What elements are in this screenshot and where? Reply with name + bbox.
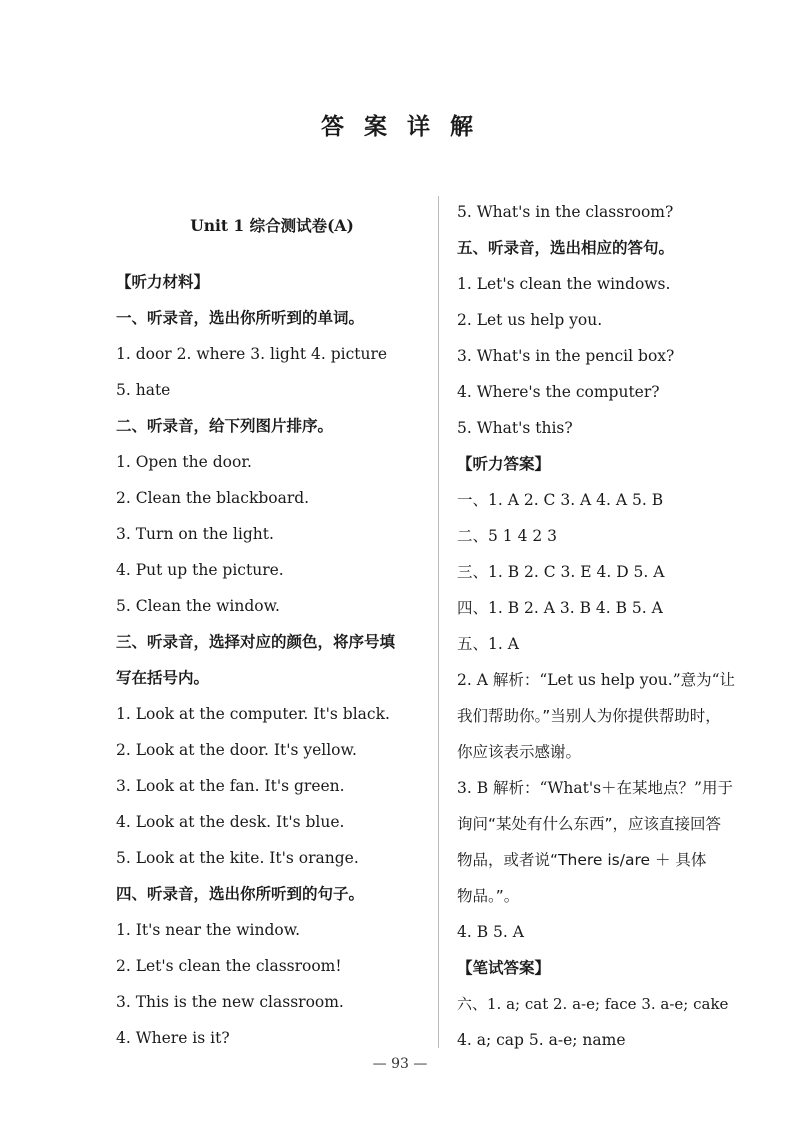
list-item: 4. Look at the desk. It's blue. <box>116 813 345 831</box>
explanation-line: 物品，或者说“There is/are ＋ 具体 <box>457 851 707 869</box>
section-1-words-line: 5. hate <box>116 381 171 399</box>
list-item: 3. What's in the pencil box? <box>457 347 675 365</box>
list-item: 5. What's this? <box>457 419 573 437</box>
answer-line: 4. B 5. A <box>457 923 524 941</box>
answer-line: 六、1. a; cat 2. a-e; face 3. a-e; cake <box>457 995 729 1013</box>
explanation-line: 询问“某处有什么东西”，应该直接回答 <box>457 815 722 833</box>
list-item: 2. Let's clean the classroom! <box>116 957 342 975</box>
section-5-title: 五、听录音，选出相应的答句。 <box>457 239 675 257</box>
list-item: 3. This is the new classroom. <box>116 993 344 1011</box>
section-4-title: 四、听录音，选出你所听到的句子。 <box>116 885 365 903</box>
list-item: 2. Let us help you. <box>457 311 603 329</box>
section-3-title: 三、听录音，选择对应的颜色，将序号填 <box>116 633 396 651</box>
explanation-line: 我们帮助你。”当别人为你提供帮助时， <box>457 707 721 725</box>
answer-line: 4. a; cap 5. a-e; name <box>457 1031 626 1049</box>
list-item: 4. Put up the picture. <box>116 561 284 579</box>
listening-answers-header: 【听力答案】 <box>457 455 551 473</box>
list-item: 2. Look at the door. It's yellow. <box>116 741 357 759</box>
list-item: 5. What's in the classroom? <box>457 203 674 221</box>
column-divider <box>438 196 439 1048</box>
list-item: 5. Clean the window. <box>116 597 280 615</box>
list-item: 1. It's near the window. <box>116 921 301 939</box>
answer-line: 二、5 1 4 2 3 <box>457 527 558 545</box>
unit-title: Unit 1 综合测试卷(A) <box>190 216 354 235</box>
section-1-title: 一、听录音，选出你所听到的单词。 <box>116 309 365 327</box>
page-title: 答 案 详 解 <box>320 114 480 140</box>
list-item: 1. Let's clean the windows. <box>457 275 671 293</box>
page-number: — 93 — <box>372 1056 428 1072</box>
section-2-title: 二、听录音，给下列图片排序。 <box>116 417 334 435</box>
answer-line: 一、1. A 2. C 3. A 4. A 5. B <box>457 491 664 509</box>
list-item: 3. Look at the fan. It's green. <box>116 777 345 795</box>
explanation-line: 你应该表示感谢。 <box>457 743 582 761</box>
list-item: 5. Look at the kite. It's orange. <box>116 849 359 867</box>
answer-line: 四、1. B 2. A 3. B 4. B 5. A <box>457 599 663 617</box>
list-item: 4. Where is it? <box>116 1029 230 1047</box>
explanation-line: 3. B 解析：“What's＋在某地点？”用于 <box>457 779 733 797</box>
explanation-line: 物品。”。 <box>457 887 520 905</box>
written-answers-header: 【笔试答案】 <box>457 959 551 977</box>
section-3-title-continued: 写在括号内。 <box>116 669 210 687</box>
explanation-line: 2. A 解析：“Let us help you.”意为“让 <box>457 671 736 689</box>
answer-line: 五、1. A <box>457 635 519 653</box>
list-item: 4. Where's the computer? <box>457 383 660 401</box>
list-item: 3. Turn on the light. <box>116 525 274 543</box>
answer-line: 三、1. B 2. C 3. E 4. D 5. A <box>457 563 665 581</box>
listening-material-header: 【听力材料】 <box>116 273 210 291</box>
list-item: 1. Look at the computer. It's black. <box>116 705 390 723</box>
section-1-words-line: 1. door 2. where 3. light 4. picture <box>116 345 388 363</box>
list-item: 1. Open the door. <box>116 453 252 471</box>
list-item: 2. Clean the blackboard. <box>116 489 310 507</box>
